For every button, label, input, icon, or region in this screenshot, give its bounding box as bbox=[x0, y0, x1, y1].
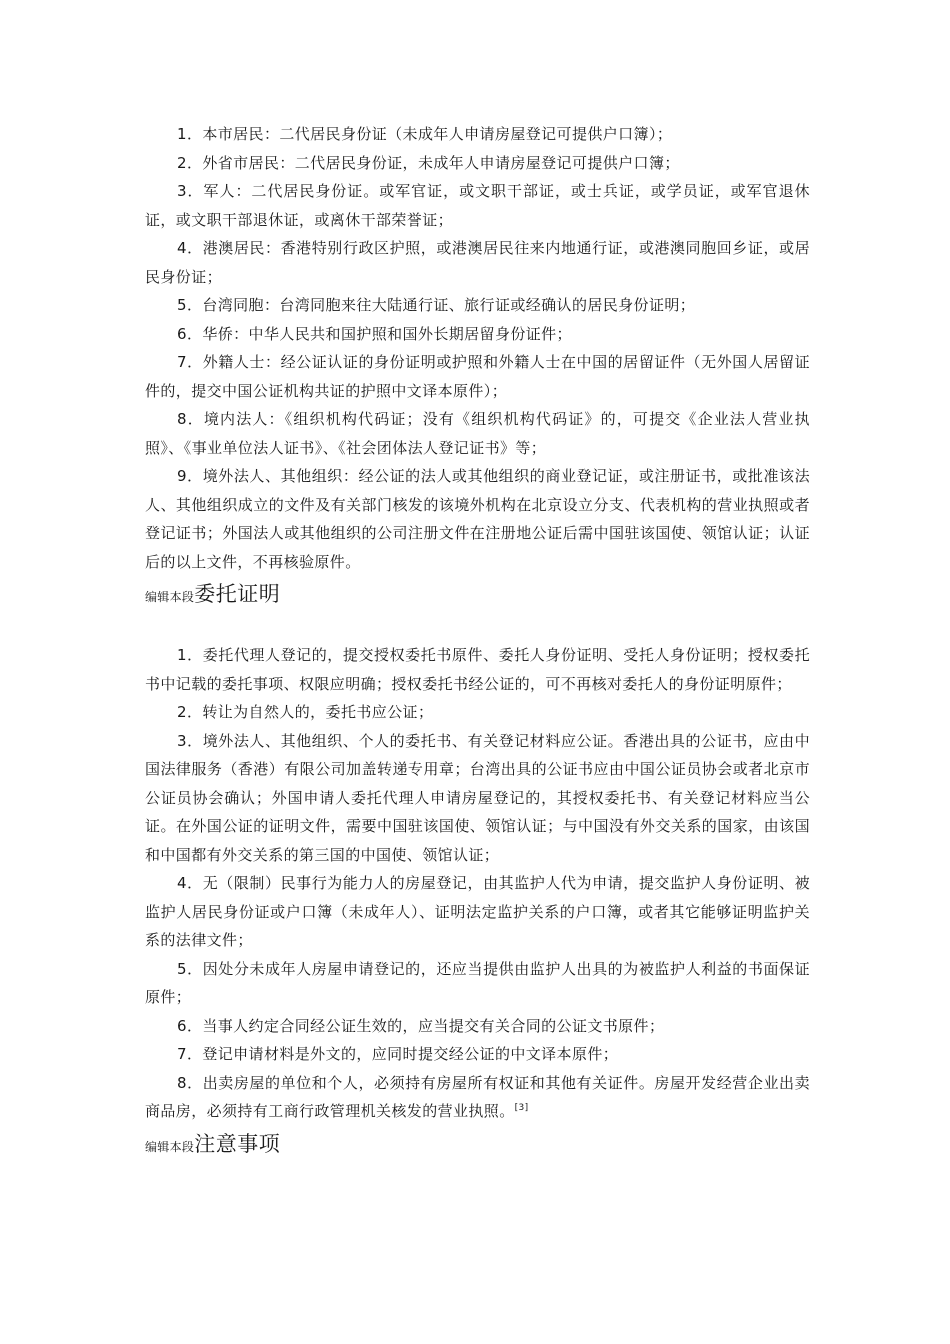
list-item: 6．华侨：中华人民共和国护照和国外长期居留身份证件； bbox=[177, 324, 572, 343]
section-title: 注意事项 bbox=[194, 1131, 281, 1156]
list-item: 8．境内法人：《组织机构代码证；没有《组织机构代码证》的，可提交《企业法人营业执照》、《事业单位法人证书》、《社会团体法人登记证书》等； bbox=[145, 410, 810, 457]
list-item bbox=[145, 1069, 810, 1126]
list-item: 9．境外法人、其他组织：经公证的法人或其他组织的商业登记证，或注册证书，或批准该法人、其他组织成立的文件及有关部门核发的该境外机构在北京设立分支、代表机构的营业执照或者登记证书；外国法人或其他组织的公司注册文件在注册地公证后需中国驻该国使、领馆认证；认证后的以上文件，不再核验原件。 bbox=[145, 467, 810, 571]
list-item: 4．港澳居民：香港特别行政区护照，或港澳居民往来内地通行证，或港澳同胞回乡证，或居民身份证； bbox=[145, 239, 810, 286]
list-item: 3．军人：二代居民身份证。或军官证，或文职干部证，或士兵证，或学员证，或军官退休证，或文职干部退休证，或离休干部荣誉证； bbox=[145, 182, 810, 229]
section-title: 委托证明 bbox=[194, 582, 281, 606]
edit-section-link[interactable]: 编辑本段 bbox=[145, 590, 195, 604]
edit-section-link[interactable]: 编辑本段 bbox=[145, 1139, 195, 1154]
list-item: 6．当事人约定合同经公证生效的，应当提交有关合同的公证文书原件； bbox=[177, 1016, 665, 1035]
list-item: 2．外省市居民：二代居民身份证，未成年人申请房屋登记可提供户口簿； bbox=[177, 153, 680, 172]
section-heading-notes bbox=[145, 1130, 810, 1161]
list-item: 7．登记申请材料是外文的，应同时提交经公证的中文译本原件； bbox=[177, 1045, 619, 1063]
list-item: 1．本市居民：二代居民身份证（未成年人申请房屋登记可提供户口簿）； bbox=[177, 125, 673, 143]
entrustment-list bbox=[145, 641, 810, 1126]
identity-documents-list bbox=[145, 120, 810, 576]
list-item: 1．委托代理人登记的，提交授权委托书原件、委托人身份证明、受托人身份证明；授权委托书中记载的委托事项、权限应明确；授权委托书经公证的，可不再核对委托人的身份证明原件； bbox=[145, 646, 810, 693]
reference-link[interactable]: [3] bbox=[514, 1103, 529, 1113]
list-item: 4．无（限制）民事行为能力人的房屋登记，由其监护人代为申请，提交监护人身份证明、被监护人居民身份证或户口簿（未成年人）、证明法定监护关系的户口簿，或者其它能够证明监护关系的法律文件； bbox=[145, 874, 810, 949]
document-content bbox=[145, 120, 810, 1161]
list-item: 5．因处分未成年人房屋申请登记的，还应当提供由监护人出具的为被监护人利益的书面保证原件； bbox=[145, 959, 810, 1006]
section-heading-entrustment bbox=[145, 580, 810, 611]
list-item: 2．转让为自然人的，委托书应公证； bbox=[177, 703, 434, 721]
list-item: 7．外籍人士：经公证认证的身份证明或护照和外籍人士在中国的居留证件（无外国人居留证件的，提交中国公证机构共证的护照中文译本原件）； bbox=[145, 353, 810, 400]
list-item: 3．境外法人、其他组织、个人的委托书、有关登记材料应公证。香港出具的公证书，应由中国法律服务（香港）有限公司加盖转递专用章；台湾出具的公证书应由中国公证员协会或者北京市公证员协会确认；外国申请人委托代理人申请房屋登记的，其授权委托书、有关登记材料应当公证。在外国公证的证明文件，需要中国驻该国使、领馆认证；与中国没有外交关系的国家，由该国和中国都有外交关系的第三国的中国使、领馆认证； bbox=[145, 731, 810, 864]
list-item-text: 8．出卖房屋的单位和个人，必须持有房屋所有权证和其他有关证件。房屋开发经营企业出卖商品房，必须持有工商行政管理机关核发的营业执照。 bbox=[145, 1073, 810, 1120]
list-item: 5．台湾同胞：台湾同胞来往大陆通行证、旅行证或经确认的居民身份证明； bbox=[177, 296, 696, 314]
